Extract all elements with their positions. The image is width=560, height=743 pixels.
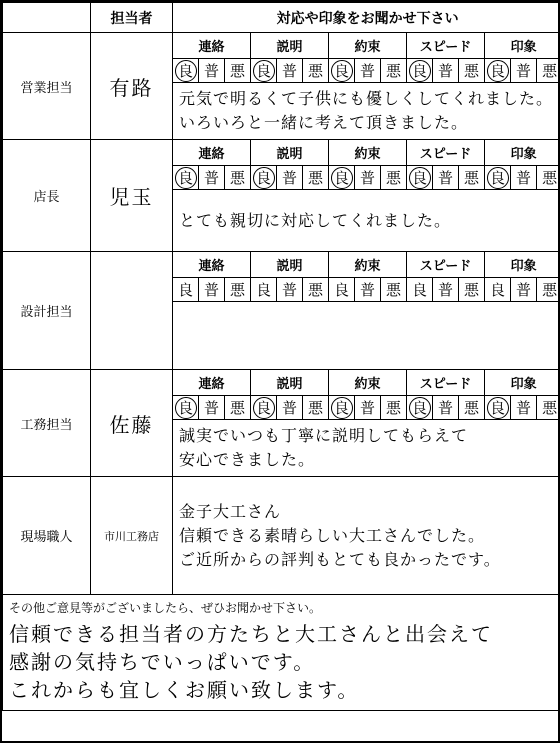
selected-rating-mark: 良 xyxy=(175,60,197,82)
rating-label: 普 xyxy=(515,398,531,417)
comment-cell xyxy=(173,420,560,477)
category-header: スピード xyxy=(407,370,485,396)
rating-option[interactable] xyxy=(303,59,329,83)
rating-label: 悪 xyxy=(385,398,401,417)
rating-option[interactable] xyxy=(485,59,511,83)
rating-option[interactable] xyxy=(433,396,459,420)
role-label: 工務担当 xyxy=(3,370,91,477)
rating-label: 悪 xyxy=(229,168,245,187)
rating-label: 普 xyxy=(203,168,219,187)
rating-label: 普 xyxy=(359,398,375,417)
rating-label: 悪 xyxy=(542,168,558,187)
role-label: 営業担当 xyxy=(3,33,91,140)
rating-option[interactable] xyxy=(355,396,381,420)
rating-label: 普 xyxy=(437,168,453,187)
rating-label: 悪 xyxy=(463,280,479,299)
rating-option[interactable] xyxy=(251,396,277,420)
rating-label: 普 xyxy=(437,280,453,299)
craftsman-row xyxy=(3,477,560,595)
rating-option[interactable] xyxy=(173,396,199,420)
category-header: スピード xyxy=(407,252,485,278)
rating-label: 悪 xyxy=(385,168,401,187)
comment-line: とても親切に対応してくれました。 xyxy=(179,210,452,230)
rating-label: 悪 xyxy=(229,280,245,299)
rating-label: 悪 xyxy=(463,398,479,417)
comment-line: いろいろと一緒に考えて頂きました。 xyxy=(179,113,469,132)
rating-label: 悪 xyxy=(307,398,323,417)
rating-option[interactable] xyxy=(303,396,329,420)
selected-rating-mark: 良 xyxy=(253,167,275,189)
rating-label: 悪 xyxy=(385,280,401,299)
rating-label: 悪 xyxy=(542,61,558,80)
staff-name: 児玉 xyxy=(91,140,173,252)
rating-label: 普 xyxy=(359,280,375,299)
selected-rating-mark: 良 xyxy=(487,167,509,189)
rating-label: 良 xyxy=(489,280,505,299)
craftsman-comment xyxy=(173,477,560,595)
rating-option[interactable] xyxy=(329,396,355,420)
rating-option[interactable] xyxy=(485,396,511,420)
category-header: スピード xyxy=(407,140,485,166)
rating-label: 普 xyxy=(203,398,219,417)
staff-column-header: 担当者 xyxy=(91,3,173,33)
rating-option[interactable] xyxy=(225,59,251,83)
rating-label: 悪 xyxy=(385,61,401,80)
category-header: 連絡 xyxy=(173,370,251,396)
selected-rating-mark: 良 xyxy=(487,397,509,419)
rating-option[interactable] xyxy=(173,59,199,83)
category-header: 印象 xyxy=(485,140,560,166)
rating-option[interactable] xyxy=(511,59,537,83)
free-comment-line: 感謝の気持ちでいっぱいです。 xyxy=(9,650,316,674)
staff-name: 有路 xyxy=(91,33,173,140)
category-header: 約束 xyxy=(329,140,407,166)
rating-option[interactable] xyxy=(433,278,459,302)
rating-option[interactable] xyxy=(277,278,303,302)
comment-cell xyxy=(173,83,560,140)
category-header: スピード xyxy=(407,33,485,59)
free-comment-row xyxy=(3,595,560,711)
rating-option[interactable] xyxy=(537,166,560,190)
staff-row xyxy=(3,140,560,166)
category-header: 約束 xyxy=(329,370,407,396)
rating-label: 普 xyxy=(359,168,375,187)
rating-option[interactable] xyxy=(199,59,225,83)
staff-name: 佐藤 xyxy=(91,370,173,477)
rating-option[interactable] xyxy=(329,166,355,190)
rating-option[interactable] xyxy=(225,396,251,420)
rating-label: 悪 xyxy=(542,280,558,299)
rating-option[interactable] xyxy=(355,166,381,190)
comment-line: ご近所からの評判もとても良かったです。 xyxy=(179,549,501,569)
rating-option[interactable] xyxy=(537,278,560,302)
rating-option[interactable] xyxy=(277,59,303,83)
free-comment-label: その他ご意見等がございましたら、ぜひお聞かせ下さい。 xyxy=(9,601,322,615)
rating-option[interactable] xyxy=(459,59,485,83)
rating-option[interactable] xyxy=(485,278,511,302)
rating-option[interactable] xyxy=(199,396,225,420)
selected-rating-mark: 良 xyxy=(409,167,431,189)
rating-label: 悪 xyxy=(542,398,558,417)
rating-label: 普 xyxy=(281,398,297,417)
rating-option[interactable] xyxy=(511,278,537,302)
category-header: 説明 xyxy=(251,370,329,396)
free-comment-text xyxy=(9,620,556,704)
rating-label: 普 xyxy=(203,61,219,80)
craftsman-name: 市川工務店 xyxy=(91,477,173,595)
selected-rating-mark: 良 xyxy=(409,60,431,82)
rating-label: 良 xyxy=(333,280,349,299)
rating-option[interactable] xyxy=(277,396,303,420)
role-label: 現場職人 xyxy=(3,477,91,595)
rating-option[interactable] xyxy=(407,166,433,190)
staff-name xyxy=(91,252,173,370)
category-header: 約束 xyxy=(329,252,407,278)
role-label: 店長 xyxy=(3,140,91,252)
category-header: 印象 xyxy=(485,370,560,396)
rating-label: 悪 xyxy=(307,61,323,80)
comment-line: 金子大工さん xyxy=(179,501,282,521)
comment-cell xyxy=(173,302,560,370)
rating-option[interactable] xyxy=(407,278,433,302)
rating-label: 良 xyxy=(255,280,271,299)
rating-option[interactable] xyxy=(173,166,199,190)
comment-line: 信頼できる素晴らしい大工さんでした。 xyxy=(179,525,486,545)
rating-option[interactable] xyxy=(459,396,485,420)
selected-rating-mark: 良 xyxy=(409,397,431,419)
rating-label: 良 xyxy=(411,280,427,299)
comment-cell xyxy=(173,190,560,252)
rating-label: 悪 xyxy=(463,61,479,80)
selected-rating-mark: 良 xyxy=(331,397,353,419)
rating-option[interactable] xyxy=(381,166,407,190)
rating-label: 普 xyxy=(281,168,297,187)
rating-option[interactable] xyxy=(277,166,303,190)
rating-label: 普 xyxy=(359,61,375,80)
category-header: 連絡 xyxy=(173,252,251,278)
selected-rating-mark: 良 xyxy=(487,60,509,82)
rating-option[interactable] xyxy=(173,278,199,302)
feedback-column-header: 対応や印象をお聞かせ下さい xyxy=(173,3,560,33)
rating-option[interactable] xyxy=(355,59,381,83)
rating-label: 普 xyxy=(437,398,453,417)
category-header: 連絡 xyxy=(173,140,251,166)
free-comment-box xyxy=(3,595,560,711)
rating-label: 普 xyxy=(203,280,219,299)
rating-option[interactable] xyxy=(303,278,329,302)
rating-option[interactable] xyxy=(381,396,407,420)
selected-rating-mark: 良 xyxy=(253,397,275,419)
category-header: 印象 xyxy=(485,33,560,59)
comment-line: 元気で明るくて子供にも優しくしてくれました。 xyxy=(179,89,554,108)
rating-option[interactable] xyxy=(407,59,433,83)
role-label: 設計担当 xyxy=(3,252,91,370)
rating-option[interactable] xyxy=(433,59,459,83)
rating-option[interactable] xyxy=(355,278,381,302)
rating-label: 普 xyxy=(515,168,531,187)
category-header: 説明 xyxy=(251,33,329,59)
rating-label: 普 xyxy=(281,280,297,299)
rating-label: 悪 xyxy=(463,168,479,187)
selected-rating-mark: 良 xyxy=(175,397,197,419)
rating-label: 良 xyxy=(177,280,193,299)
rating-option[interactable] xyxy=(251,59,277,83)
rating-option[interactable] xyxy=(407,396,433,420)
category-header: 印象 xyxy=(485,252,560,278)
free-comment-line: 信頼できる担当者の方たちと大工さんと出会えて xyxy=(9,622,493,646)
rating-option[interactable] xyxy=(537,59,560,83)
rating-label: 普 xyxy=(515,61,531,80)
rating-option[interactable] xyxy=(459,278,485,302)
comment-line: 安心できました。 xyxy=(179,450,316,469)
rating-option[interactable] xyxy=(381,278,407,302)
selected-rating-mark: 良 xyxy=(253,60,275,82)
rating-label: 悪 xyxy=(229,61,245,80)
category-header: 説明 xyxy=(251,140,329,166)
comment-line: 誠実でいつも丁寧に説明してもらえて xyxy=(179,426,469,445)
free-comment-line: これからも宜しくお願い致します。 xyxy=(9,678,360,702)
rating-option[interactable] xyxy=(485,166,511,190)
header-row xyxy=(3,3,560,33)
rating-label: 普 xyxy=(515,280,531,299)
rating-option[interactable] xyxy=(199,166,225,190)
rating-option[interactable] xyxy=(251,278,277,302)
rating-option[interactable] xyxy=(537,396,560,420)
selected-rating-mark: 良 xyxy=(331,60,353,82)
selected-rating-mark: 良 xyxy=(331,167,353,189)
category-header: 説明 xyxy=(251,252,329,278)
rating-option[interactable] xyxy=(511,166,537,190)
rating-option[interactable] xyxy=(459,166,485,190)
rating-label: 普 xyxy=(281,61,297,80)
header-blank-cell xyxy=(3,3,91,33)
rating-option[interactable] xyxy=(433,166,459,190)
rating-option[interactable] xyxy=(199,278,225,302)
rating-option[interactable] xyxy=(251,166,277,190)
category-header: 連絡 xyxy=(173,33,251,59)
category-header: 約束 xyxy=(329,33,407,59)
rating-option[interactable] xyxy=(381,59,407,83)
rating-option[interactable] xyxy=(303,166,329,190)
survey-table xyxy=(2,2,560,711)
staff-row xyxy=(3,370,560,396)
staff-row xyxy=(3,252,560,278)
rating-option[interactable] xyxy=(511,396,537,420)
rating-label: 悪 xyxy=(229,398,245,417)
rating-label: 悪 xyxy=(307,168,323,187)
rating-option[interactable] xyxy=(329,59,355,83)
rating-label: 普 xyxy=(437,61,453,80)
staff-row xyxy=(3,33,560,59)
rating-option[interactable] xyxy=(225,166,251,190)
selected-rating-mark: 良 xyxy=(175,167,197,189)
rating-label: 悪 xyxy=(307,280,323,299)
rating-option[interactable] xyxy=(329,278,355,302)
rating-option[interactable] xyxy=(225,278,251,302)
